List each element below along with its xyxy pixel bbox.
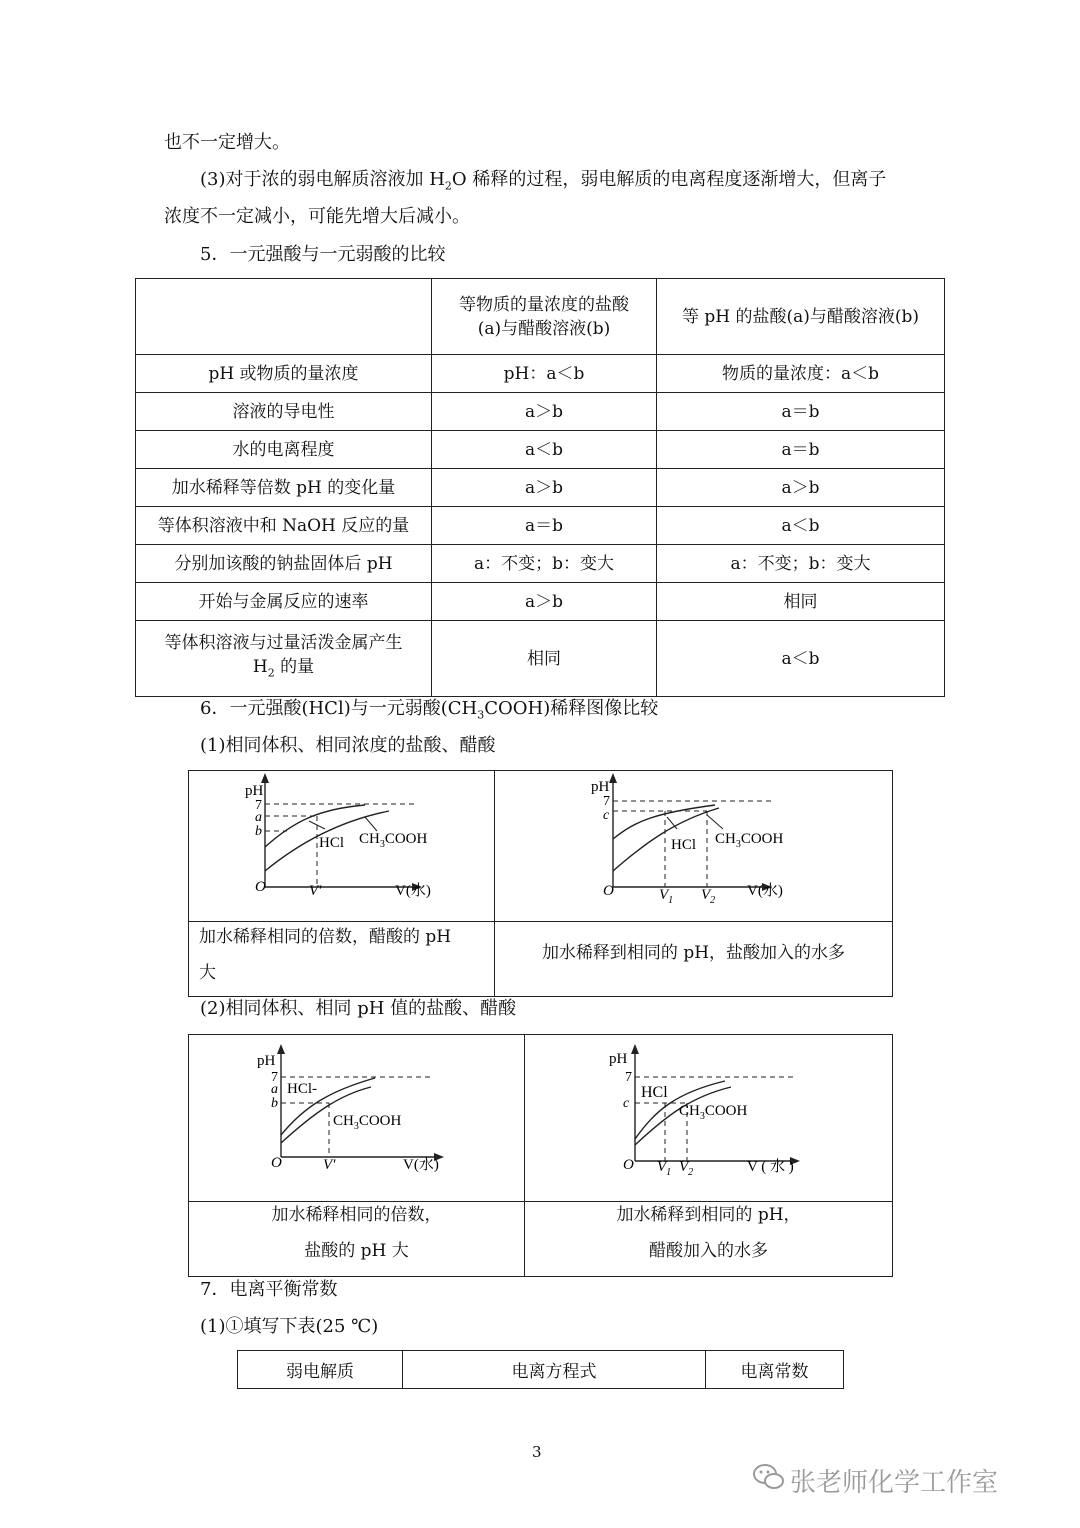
a-label: a bbox=[255, 810, 262, 825]
c-label: c bbox=[603, 808, 610, 823]
watermark: 张老师化学工作室 bbox=[790, 1468, 999, 1498]
subsection-heading: (1)相同体积、相同浓度的盐酸、醋酸 bbox=[200, 735, 496, 756]
page-number: 3 bbox=[532, 1443, 542, 1461]
dilution-graph-same-ph-2 bbox=[525, 1035, 892, 1201]
table-header-cell bbox=[136, 279, 432, 355]
ch3cooh-label: $CH_3COOH$ bbox=[333, 1113, 402, 1132]
v1-label: $V_1$ bbox=[659, 887, 674, 906]
graph-caption: 加水稀释相同的倍数，醋酸的 pH 大 bbox=[199, 927, 452, 983]
table-header-cell: 电离常数 bbox=[706, 1351, 844, 1389]
seven-label: 7 bbox=[271, 1070, 278, 1085]
v-prime-label: V′ bbox=[323, 1157, 336, 1173]
table-cell: 相同 bbox=[657, 583, 945, 621]
table-cell: a＜b bbox=[657, 507, 945, 545]
graph-caption: 加水稀释相同的倍数， 盐酸的 pH 大 bbox=[271, 1205, 442, 1261]
table-cell: a＞b bbox=[432, 393, 657, 431]
graph-box-same-concentration bbox=[188, 770, 893, 997]
table-cell: a＞b bbox=[657, 469, 945, 507]
dilution-graph-same-concentration-1 bbox=[189, 771, 494, 921]
table-cell: a＝b bbox=[432, 507, 657, 545]
table-cell: a＞b bbox=[432, 583, 657, 621]
paragraph-line: (3)对于浓的弱电解质溶液加 $H_2O$ 稀释的过程，弱电解质的电离程度逐渐增大，但离子 bbox=[200, 169, 887, 193]
origin-label: O bbox=[603, 883, 614, 899]
v-water-label: V(水) bbox=[395, 883, 431, 899]
table-header-row bbox=[136, 279, 945, 355]
table-cell: 分别加该酸的钠盐固体后 pH bbox=[136, 545, 432, 583]
dilution-graph-same-concentration-2 bbox=[495, 771, 892, 921]
a-label: a bbox=[271, 1082, 278, 1097]
paragraph-line: 浓度不一定减小，可能先增大后减小。 bbox=[164, 206, 470, 227]
v1-label: $V_1$ bbox=[657, 1159, 672, 1178]
b-label: b bbox=[255, 824, 262, 839]
graph-box-same-ph bbox=[188, 1034, 893, 1277]
table-cell: 水的电离程度 bbox=[136, 431, 432, 469]
table-cell: 相同 bbox=[432, 621, 657, 697]
ph-axis-label: pH bbox=[609, 1051, 628, 1067]
ionization-constant-table bbox=[237, 1350, 844, 1389]
v-prime-label: V′ bbox=[309, 883, 322, 899]
hcl-label: HCl bbox=[641, 1084, 668, 1101]
hcl-label: HCl- bbox=[287, 1081, 317, 1097]
table-cell: a＜b bbox=[657, 621, 945, 697]
wechat-icon bbox=[752, 1462, 786, 1492]
v-water-label: V ( 水 ) bbox=[747, 1159, 794, 1175]
subsection-heading: (2)相同体积、相同 pH 值的盐酸、醋酸 bbox=[200, 998, 517, 1019]
origin-label: O bbox=[623, 1157, 634, 1173]
table-cell: pH：a＜b bbox=[432, 355, 657, 393]
seven-label: 7 bbox=[603, 794, 610, 809]
graph-caption: 加水稀释到相同的 pH，盐酸加入的水多 bbox=[541, 943, 846, 963]
origin-label: O bbox=[255, 879, 266, 895]
ph-axis-label: pH bbox=[591, 779, 610, 795]
table-cell: 等体积溶液与过量活泼金属产生 $H_2$ 的量 bbox=[136, 621, 432, 697]
hcl-label: HCl bbox=[671, 837, 697, 853]
table-cell: a：不变；b：变大 bbox=[432, 545, 657, 583]
table-row bbox=[136, 545, 945, 583]
c-label: c bbox=[623, 1096, 630, 1111]
table-row bbox=[136, 355, 945, 393]
section-heading: 6．一元强酸(HCl)与一元弱酸$(CH_3COOH)$稀释图像比较 bbox=[200, 698, 659, 722]
table-row bbox=[136, 393, 945, 431]
table-header-cell: 等 pH 的盐酸(a)与醋酸溶液(b) bbox=[657, 279, 945, 355]
seven-label: 7 bbox=[625, 1070, 632, 1085]
table-row bbox=[136, 431, 945, 469]
v-water-label: V(水) bbox=[403, 1157, 439, 1173]
ch3cooh-label: $CH_3COOH$ bbox=[679, 1103, 748, 1122]
comparison-table bbox=[135, 278, 945, 697]
table-cell: 开始与金属反应的速率 bbox=[136, 583, 432, 621]
hcl-label: HCl bbox=[319, 835, 345, 851]
table-header-cell: 等物质的量浓度的盐酸 (a)与醋酸溶液(b) bbox=[432, 279, 657, 355]
table-cell: a＜b bbox=[432, 431, 657, 469]
table-cell: a＞b bbox=[432, 469, 657, 507]
paragraph-line: 也不一定增大。 bbox=[164, 132, 290, 153]
graph-caption: 加水稀释到相同的 pH， 醋酸加入的水多 bbox=[616, 1205, 801, 1261]
table-cell: a：不变；b：变大 bbox=[657, 545, 945, 583]
b-label: b bbox=[271, 1096, 278, 1111]
table-cell: 加水稀释等倍数 pH 的变化量 bbox=[136, 469, 432, 507]
table-cell: a＝b bbox=[657, 431, 945, 469]
table-cell: 物质的量浓度：a＜b bbox=[657, 355, 945, 393]
table-cell: 等体积溶液中和 NaOH 反应的量 bbox=[136, 507, 432, 545]
table-cell: pH 或物质的量浓度 bbox=[136, 355, 432, 393]
v2-label: $V_2$ bbox=[679, 1159, 694, 1178]
table-header-row bbox=[238, 1351, 844, 1389]
v2-label: $V_2$ bbox=[701, 887, 716, 906]
table-cell: a＝b bbox=[657, 393, 945, 431]
table-cell: 溶液的导电性 bbox=[136, 393, 432, 431]
section-heading: 5．一元强酸与一元弱酸的比较 bbox=[200, 244, 446, 265]
table-header-cell: 弱电解质 bbox=[238, 1351, 403, 1389]
v-water-label: V(水) bbox=[747, 883, 783, 899]
ph-axis-label: pH bbox=[245, 783, 264, 799]
table-row bbox=[136, 583, 945, 621]
table-row bbox=[136, 621, 945, 697]
section-heading: 7．电离平衡常数 bbox=[200, 1279, 338, 1300]
table-header-cell: 电离方程式 bbox=[403, 1351, 706, 1389]
subsection-heading: (1)①填写下表(25 ℃) bbox=[200, 1316, 379, 1337]
ch3cooh-label: $CH_3COOH$ bbox=[359, 831, 428, 850]
ch3cooh-label: $CH_3COOH$ bbox=[715, 831, 784, 850]
ph-axis-label: pH bbox=[257, 1053, 276, 1069]
seven-label: 7 bbox=[255, 798, 262, 813]
dilution-graph-same-ph-1 bbox=[189, 1035, 524, 1201]
table-row bbox=[136, 469, 945, 507]
table-row bbox=[136, 507, 945, 545]
origin-label: O bbox=[271, 1155, 282, 1171]
